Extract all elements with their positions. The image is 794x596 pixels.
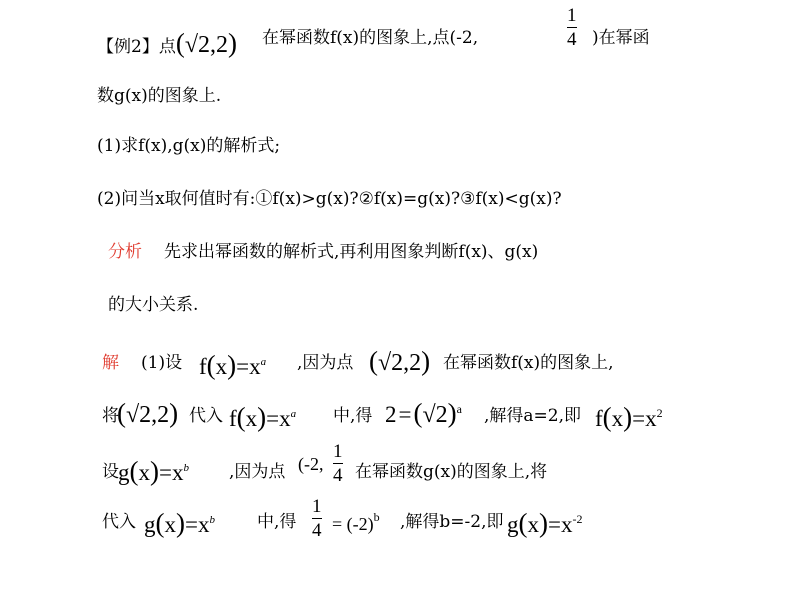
solution-l1-point: (√2,2) bbox=[369, 346, 431, 376]
solution-l4-start: 代入 bbox=[102, 512, 136, 532]
analysis-label: 分析 bbox=[108, 242, 142, 262]
solution-l2-equation: $2=(√2)^a$ bbox=[385, 398, 462, 428]
solution-l2-formula: $f(x)=x^a$ bbox=[229, 402, 297, 432]
solution-line-1: 解 (1)设 bbox=[102, 353, 183, 373]
example-line-2: 数g(x)的图象上. bbox=[97, 86, 222, 106]
solution-l3-text: 在幂函数g(x)的图象上,将 bbox=[355, 462, 548, 482]
example-line-1: 【例2】点(√2,2) bbox=[97, 28, 237, 58]
solution-l4-formula: $g(x)=x^b$ bbox=[144, 508, 215, 538]
analysis-line-2: 的大小关系. bbox=[108, 295, 199, 315]
question-2: (2)问当x取何值时有:①f(x)>g(x)?②f(x)=g(x)?③f(x)<g(x)? bbox=[97, 189, 562, 209]
example-line-1-text: 在幂函数f(x)的图象上,点(-2, bbox=[262, 28, 479, 48]
solution-l2-substitute: 代入 bbox=[189, 406, 223, 426]
solution-l2-point: (√2,2) bbox=[117, 398, 179, 428]
solution-l4-result-text: ,解得b=-2,即 bbox=[400, 512, 504, 532]
solution-l3-point: (-2, bbox=[298, 454, 324, 474]
solution-l4-get: 中,得 bbox=[257, 512, 297, 532]
solution-l1-formula: $f(x)=x^a$ bbox=[199, 350, 267, 380]
solution-l1-because: ,因为点 bbox=[297, 353, 354, 373]
solution-l4-result: $g(x)=x^{-2}$ bbox=[507, 508, 583, 538]
example-line-1-end: )在幂函 bbox=[592, 28, 650, 48]
example-tag: 【例2】 bbox=[97, 37, 159, 57]
solution-l3-formula: $g(x)=x^b$ bbox=[118, 456, 189, 486]
solution-label: 解 bbox=[102, 353, 119, 373]
solution-l2-get: 中,得 bbox=[333, 406, 373, 426]
solution-l2-result-text: ,解得a=2,即 bbox=[484, 406, 582, 426]
solution-l2-start: 将 bbox=[102, 406, 119, 426]
question-1: (1)求f(x),g(x)的解析式; bbox=[97, 136, 281, 156]
solution-l4-fraction: $\frac{1}{4}$ bbox=[312, 496, 322, 541]
solution-l3-start: 设 bbox=[102, 462, 119, 482]
solution-l2-result: $f(x)=x^2$ bbox=[595, 402, 663, 432]
solution-l1-text: 在幂函数f(x)的图象上, bbox=[443, 353, 614, 373]
solution-l4-equation: = $(-2)^b$ bbox=[332, 510, 380, 534]
solution-l3-fraction: $\frac{1}{4}$ bbox=[333, 441, 343, 486]
example-fraction: $\frac{1}{4}$ bbox=[567, 5, 577, 50]
solution-l3-because: ,因为点 bbox=[229, 462, 286, 482]
analysis-line-1: 分析 先求出幂函数的解析式,再利用图象判断f(x)、g(x) bbox=[108, 242, 539, 262]
